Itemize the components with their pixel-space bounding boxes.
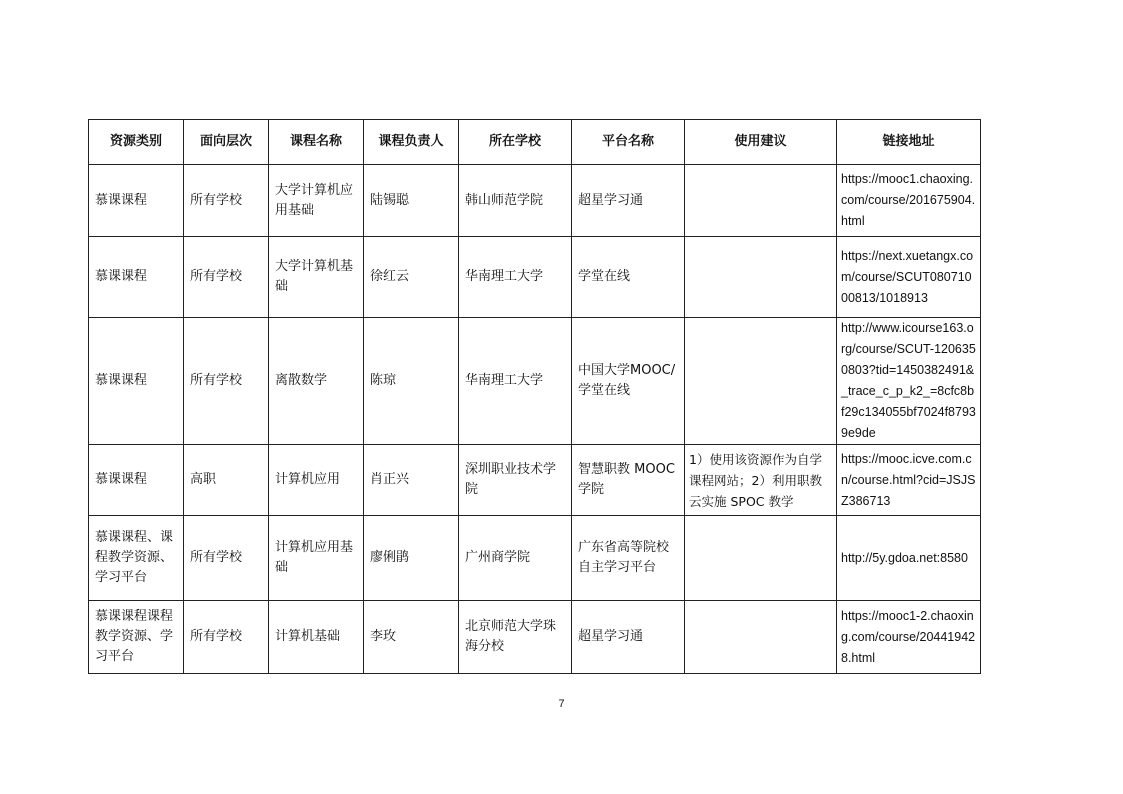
- header-link: 链接地址: [837, 120, 981, 165]
- cell-lead: 陆锡聪: [364, 165, 459, 237]
- cell-advice: [685, 237, 837, 318]
- cell-link: http://www.icourse163.org/course/SCUT-1206350803?tid=1450382491&_trace_c_p_k2_=8cfc8bf29c134055bf7024f87939e9de: [837, 318, 981, 445]
- cell-school: 华南理工大学: [459, 318, 572, 445]
- cell-course: 计算机基础: [269, 601, 364, 674]
- header-course: 课程名称: [269, 120, 364, 165]
- cell-course: 大学计算机基础: [269, 237, 364, 318]
- cell-level: 所有学校: [184, 318, 269, 445]
- header-school: 所在学校: [459, 120, 572, 165]
- table-row: [89, 445, 981, 516]
- cell-platform: 广东省高等院校自主学习平台: [572, 516, 685, 601]
- cell-advice: 1）使用该资源作为自学课程网站；2）利用职教云实施 SPOC 教学: [685, 445, 837, 516]
- page-number: 7: [558, 698, 565, 710]
- cell-lead: 陈琼: [364, 318, 459, 445]
- cell-school: 华南理工大学: [459, 237, 572, 318]
- cell-category: 慕课课程: [89, 165, 184, 237]
- cell-course: 大学计算机应用基础: [269, 165, 364, 237]
- cell-school: 深圳职业技术学院: [459, 445, 572, 516]
- cell-link: https://mooc1-2.chaoxing.com/course/204419428.html: [837, 601, 981, 674]
- cell-course: 计算机应用基础: [269, 516, 364, 601]
- table-header-row: [89, 120, 981, 165]
- cell-level: 所有学校: [184, 165, 269, 237]
- cell-category: 慕课课程: [89, 237, 184, 318]
- cell-level: 所有学校: [184, 237, 269, 318]
- header-level: 面向层次: [184, 120, 269, 165]
- cell-category: 慕课课程、课程教学资源、学习平台: [89, 516, 184, 601]
- table-row: [89, 237, 981, 318]
- cell-link: https://mooc1.chaoxing.com/course/201675904.html: [837, 165, 981, 237]
- cell-lead: 徐红云: [364, 237, 459, 318]
- cell-platform: 中国大学MOOC/学堂在线: [572, 318, 685, 445]
- cell-school: 广州商学院: [459, 516, 572, 601]
- header-lead: 课程负责人: [364, 120, 459, 165]
- cell-link: http://5y.gdoa.net:8580: [837, 516, 981, 601]
- cell-school: 北京师范大学珠海分校: [459, 601, 572, 674]
- cell-advice: [685, 601, 837, 674]
- header-category: 资源类别: [89, 120, 184, 165]
- cell-platform: 智慧职教 MOOC 学院: [572, 445, 685, 516]
- cell-level: 所有学校: [184, 516, 269, 601]
- header-platform: 平台名称: [572, 120, 685, 165]
- cell-advice: [685, 318, 837, 445]
- cell-category: 慕课课程: [89, 318, 184, 445]
- header-advice: 使用建议: [685, 120, 837, 165]
- table-row: [89, 601, 981, 674]
- cell-level: 高职: [184, 445, 269, 516]
- cell-course: 计算机应用: [269, 445, 364, 516]
- cell-advice: [685, 165, 837, 237]
- cell-category: 慕课课程: [89, 445, 184, 516]
- cell-lead: 廖俐鹃: [364, 516, 459, 601]
- cell-link: https://next.xuetangx.com/course/SCUT08071000813/1018913: [837, 237, 981, 318]
- table-row: [89, 516, 981, 601]
- table-row: [89, 165, 981, 237]
- cell-category: 慕课课程课程教学资源、学习平台: [89, 601, 184, 674]
- cell-school: 韩山师范学院: [459, 165, 572, 237]
- cell-lead: 李玫: [364, 601, 459, 674]
- cell-level: 所有学校: [184, 601, 269, 674]
- resource-table: [88, 119, 981, 674]
- cell-lead: 肖正兴: [364, 445, 459, 516]
- cell-course: 离散数学: [269, 318, 364, 445]
- cell-advice: [685, 516, 837, 601]
- cell-link: https://mooc.icve.com.cn/course.html?cid=JSJSZ386713: [837, 445, 981, 516]
- cell-platform: 超星学习通: [572, 165, 685, 237]
- cell-platform: 学堂在线: [572, 237, 685, 318]
- cell-platform: 超星学习通: [572, 601, 685, 674]
- table-row: [89, 318, 981, 445]
